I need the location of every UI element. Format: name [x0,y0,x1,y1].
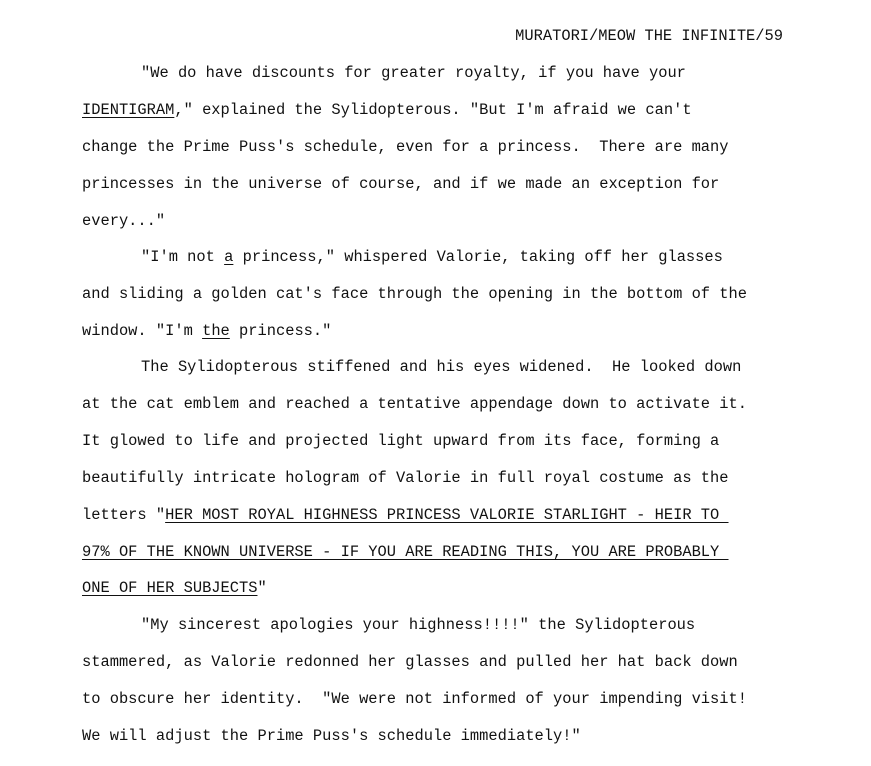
paragraph-line [141,63,686,83]
text-run: stammered, as Valorie redonned her glasses and pulled her hat back down [82,653,738,671]
text-run: every..." [82,212,166,230]
text-run: princess," whispered Valorie, taking off her glasses [233,248,723,266]
text-run: princesses in the universe of course, and if we made an exception for [82,175,720,193]
paragraph-line [82,137,729,157]
paragraph-line [82,468,729,488]
paragraph-line [82,321,331,341]
paragraph-line [82,652,738,672]
underlined-text: ONE OF HER SUBJECTS [82,579,258,597]
underlined-text: a [224,248,234,266]
text-run: at the cat emblem and reached a tentative appendage down to activate it. [82,395,747,413]
paragraph-line [82,211,165,231]
text-run: ," explained the Sylidopterous. "But I'm afraid we can't [174,101,692,119]
text-run: We will adjust the Prime Puss's schedule immediately!" [82,727,581,745]
text-run: "I'm not [141,248,225,266]
running-head: MURATORI/MEOW THE INFINITE/59 [515,27,783,45]
paragraph-line [82,394,747,414]
underlined-text: the [202,322,230,340]
paragraph-line [82,726,581,746]
text-run: "We do have discounts for greater royalty, if you have your [141,64,686,82]
text-run: change the Prime Puss's schedule, even for a princess. There are many [82,138,729,156]
text-run: beautifully intricate hologram of Valorie in full royal costume as the [82,469,729,487]
text-run: " [257,579,267,597]
text-run: window. "I'm [82,322,203,340]
paragraph-line [82,431,719,451]
underlined-text: 97% OF THE KNOWN UNIVERSE - IF YOU ARE READING THIS, YOU ARE PROBABLY [82,543,729,561]
text-run: It glowed to life and projected light upward from its face, forming a [82,432,720,450]
paragraph-line [82,284,747,304]
paragraph-line [82,100,692,120]
text-run: The Sylidopterous stiffened and his eyes widened. He looked down [141,358,742,376]
paragraph-line [141,615,695,635]
underlined-text: IDENTIGRAM [82,101,175,119]
text-run: princess." [229,322,332,340]
underlined-text: HER MOST ROYAL HIGHNESS PRINCESS VALORIE STARLIGHT - HEIR TO [165,506,729,524]
text-run: and sliding a golden cat's face through the opening in the bottom of the [82,285,747,303]
paragraph-line [82,689,747,709]
text-run: to obscure her identity. "We were not informed of your impending visit! [82,690,747,708]
paragraph-line [82,174,719,194]
paragraph-line [82,578,267,598]
text-run: letters " [82,506,166,524]
paragraph-line [82,505,729,525]
paragraph-line [82,542,729,562]
paragraph-line [141,357,741,377]
paragraph-line [141,247,723,267]
text-run: "My sincerest apologies your highness!!!!" the Sylidopterous [141,616,696,634]
